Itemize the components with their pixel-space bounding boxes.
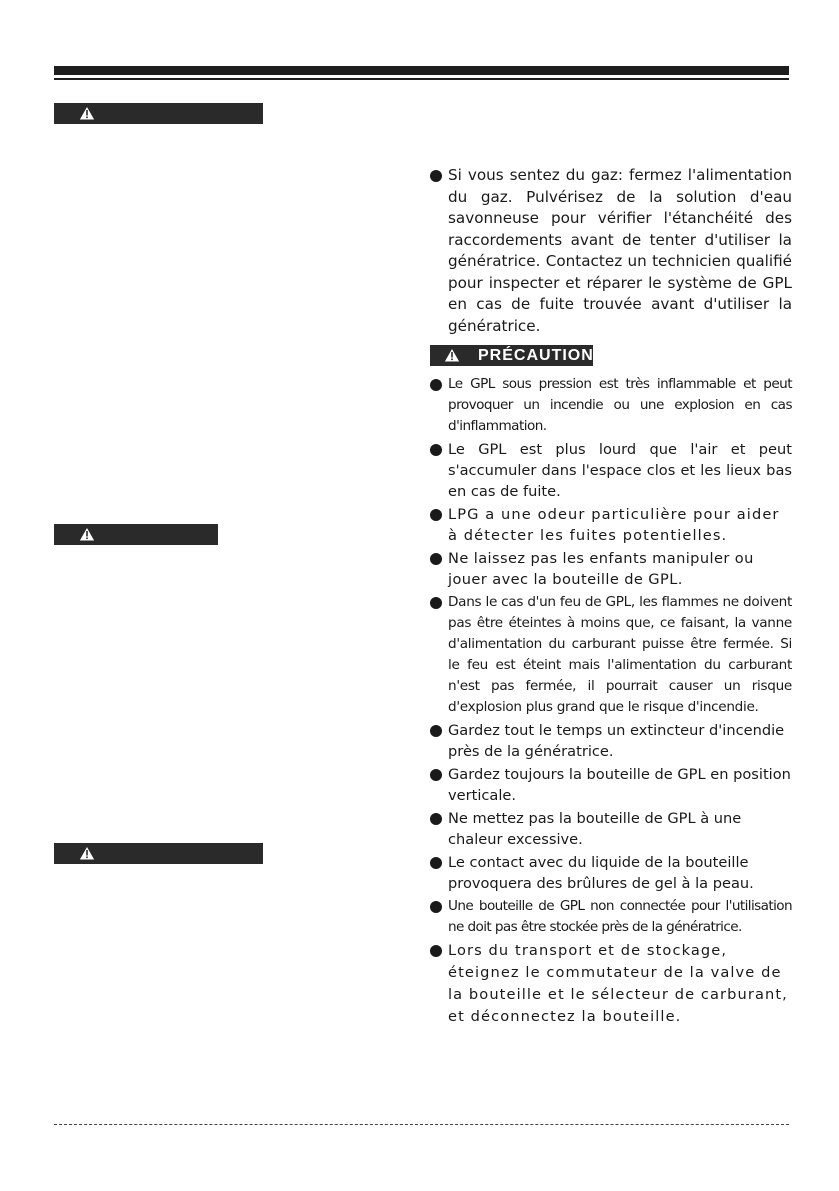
- bullet-dot-icon: [430, 725, 442, 737]
- bullet-dot-icon: [430, 857, 442, 869]
- bullet-dot-icon: [430, 945, 442, 957]
- bullet-dot-icon: [430, 769, 442, 781]
- list-item-text: Dans le cas d'un feu de GPL, les flammes ne doivent pas être éteintes à moins que, ce faisant, la vanne d'alimentation du carburant puisse être fermée. Si le feu est éteint mais l'alimentation du carburant n'est pas fermée, il pourrait causer un risque d'explosion plus grand que le risque d'incendie.: [448, 594, 792, 715]
- list-item-text: Lors du transport et de stockage, éteignez le commutateur de la valve de la bouteille et le sélecteur de carburant, et déconnectez la bouteille.: [448, 942, 788, 1025]
- list-item-text: Ne laissez pas les enfants manipuler ou jouer avec la bouteille de GPL.: [448, 550, 754, 588]
- bullet-dot-icon: [430, 597, 442, 609]
- warning-triangle-icon: [78, 526, 96, 542]
- list-item: [430, 896, 792, 938]
- list-item: [430, 504, 792, 546]
- list-item-gas-smell: [430, 165, 792, 337]
- bullet-dot-icon: [430, 553, 442, 565]
- bullet-dot-icon: [430, 813, 442, 825]
- list-item-text: Gardez tout le temps un extincteur d'incendie près de la génératrice.: [448, 722, 785, 760]
- list-item-text: Gardez toujours la bouteille de GPL en position verticale.: [448, 766, 791, 804]
- warning-triangle-icon: [443, 347, 461, 363]
- list-item: [430, 548, 792, 590]
- list-item: [430, 940, 792, 1028]
- footer-dashed-rule: [54, 1124, 789, 1125]
- warning-bar-2: [54, 524, 218, 545]
- left-column: [54, 0, 414, 1191]
- caution-label: PRÉCAUTION: [478, 347, 594, 364]
- warning-triangle-icon: [78, 845, 96, 861]
- bullet-dot-icon: [430, 170, 442, 182]
- list-item: [430, 720, 792, 762]
- list-item: [430, 592, 792, 718]
- caution-header: [430, 345, 593, 366]
- list-item: [430, 439, 792, 502]
- warning-bar-3: [54, 843, 263, 864]
- list-item-text: LPG a une odeur particulière pour aider à détecter les fuites potentielles.: [448, 506, 780, 544]
- list-item-text: Le GPL est plus lourd que l'air et peut s'accumuler dans l'espace clos et les lieux bas en cas de fuite.: [448, 441, 792, 500]
- bullet-dot-icon: [430, 444, 442, 456]
- list-item-text: Ne mettez pas la bouteille de GPL à une chaleur excessive.: [448, 810, 742, 848]
- list-item-text: Une bouteille de GPL non connectée pour l'utilisation ne doit pas être stockée près de la génératrice.: [448, 898, 792, 935]
- list-item: [430, 808, 792, 850]
- bullet-dot-icon: [430, 509, 442, 521]
- list-item: [430, 764, 792, 806]
- list-item-text: Le contact avec du liquide de la bouteille provoquera des brûlures de gel à la peau.: [448, 854, 754, 892]
- right-column: [430, 165, 792, 1028]
- list-item: [430, 374, 792, 437]
- list-item-text: Si vous sentez du gaz: fermez l'alimentation du gaz. Pulvérisez de la solution d'eau savonneuse pour vérifier l'étanchéité des raccordements avant de tenter d'utiliser la génératrice. Contactez un technicien qualifié pour inspecter et réparer le système de GPL en cas de fuite trouvée avant d'utiliser la génératrice.: [448, 166, 792, 335]
- list-item: [430, 852, 792, 894]
- warning-bar-1: [54, 103, 263, 124]
- bullet-dot-icon: [430, 379, 442, 391]
- list-item-text: Le GPL sous pression est très inflammable et peut provoquer un incendie ou une explosion en cas d'inflammation.: [448, 376, 792, 434]
- warning-triangle-icon: [78, 105, 96, 121]
- bullet-dot-icon: [430, 901, 442, 913]
